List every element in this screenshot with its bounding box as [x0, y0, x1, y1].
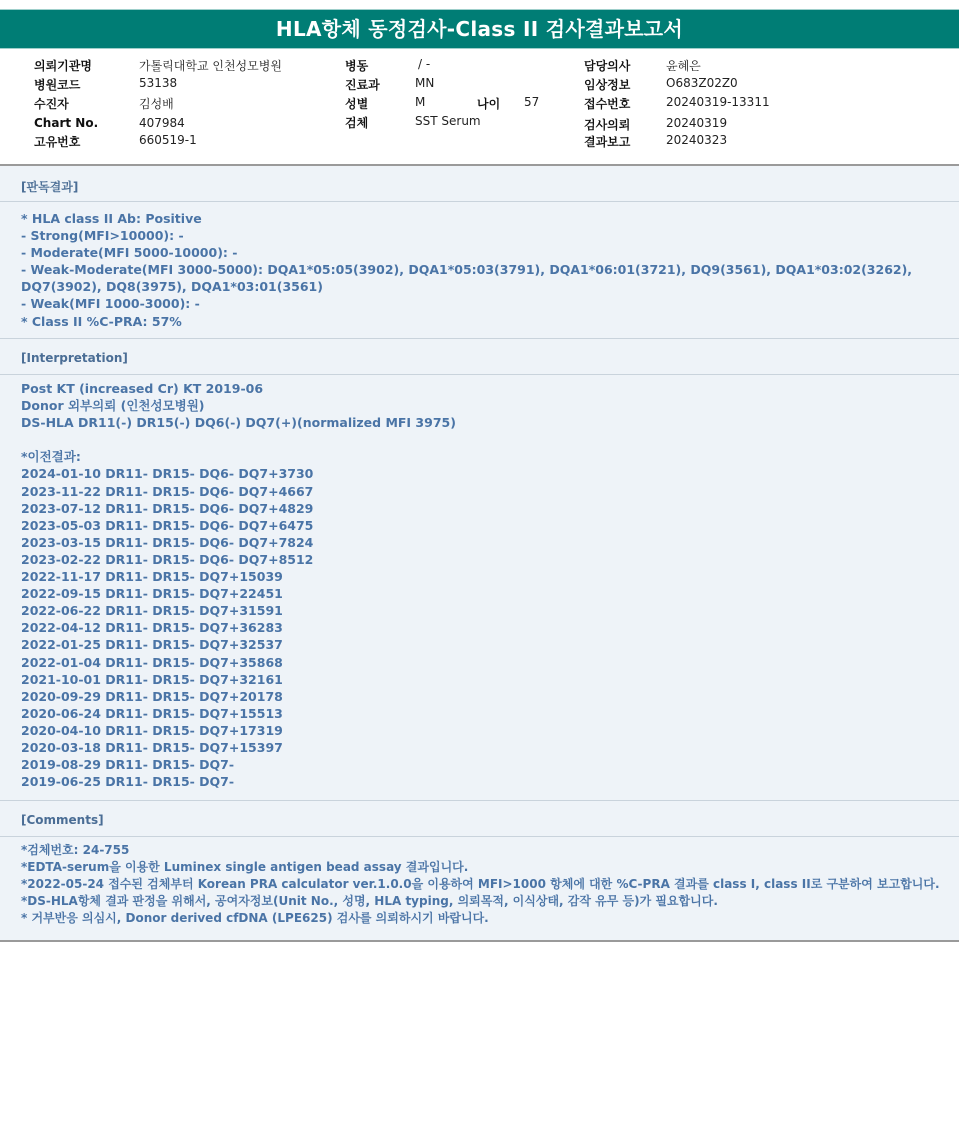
history-line: 2023-03-15 DR11- DR15- DQ6- DQ7+7824 [21, 534, 314, 550]
chart-no-value: 407984 [139, 116, 185, 130]
ward-value: / - [418, 57, 431, 71]
history-line: 2020-03-18 DR11- DR15- DQ7+15397 [21, 739, 283, 755]
result-line: - Strong(MFI>10000): - [21, 228, 184, 244]
patient-name-value: 김성배 [139, 97, 174, 111]
comment-line: *EDTA-serum을 이용한 Luminex single antigen bead assay 결과입니다. [21, 860, 469, 875]
interpretation-section-title: [Interpretation] [21, 351, 128, 365]
history-line: 2022-04-12 DR11- DR15- DQ7+36283 [21, 620, 283, 636]
history-line: 2022-01-25 DR11- DR15- DQ7+32537 [21, 637, 283, 653]
comments-section-body [21, 842, 953, 927]
interpretation-line: Donor 외부의뢰 (인천성모병원) [21, 398, 205, 414]
clinical-info-value: O683Z02Z0 [666, 76, 738, 90]
specimen-label: 검체 [345, 116, 369, 130]
unique-id-label: 고유번호 [34, 135, 81, 149]
history-line: 2022-01-04 DR11- DR15- DQ7+35868 [21, 654, 283, 670]
report-date-label: 결과보고 [584, 135, 631, 149]
hospital-code-value: 53138 [139, 76, 178, 90]
comments-section-title: [Comments] [21, 813, 104, 827]
result-line: - Weak-Moderate(MFI 3000-5000): DQA1*05:05(3902), DQA1*05:03(3791), DQA1*06:01(3721), DQ9(3561), DQA1*03:02(3262), DQ7(3902), DQ8(3975), DQA1*03:01(3561) [21, 262, 913, 295]
history-line: 2022-09-15 DR11- DR15- DQ7+22451 [21, 586, 283, 602]
history-line: 2023-05-03 DR11- DR15- DQ6- DQ7+6475 [21, 517, 314, 533]
history-line: 2024-01-10 DR11- DR15- DQ6- DQ7+3730 [21, 466, 314, 482]
result-line: * Class II %C-PRA: 57% [21, 313, 182, 329]
receipt-no-label: 접수번호 [584, 97, 631, 111]
interpretation-line: Post KT (increased Cr) KT 2019-06 [21, 381, 264, 396]
sex-label: 성별 [345, 97, 369, 111]
result-line: * HLA class II Ab: Positive [21, 211, 202, 226]
comment-line: * 거부반응 의심시, Donor derived cfDNA (LPE625) 검사를 의뢰하시기 바랍니다. [21, 911, 489, 926]
ward-label: 병동 [345, 59, 369, 73]
history-line: 2022-11-17 DR11- DR15- DQ7+15039 [21, 569, 283, 585]
request-date-value: 20240319 [666, 116, 728, 130]
institution-value: 가톨릭대학교 인천성모병원 [139, 59, 282, 73]
doctor-value: 윤혜은 [666, 59, 701, 73]
comment-line: *검체번호: 24-755 [21, 843, 130, 857]
age-label: 나이 [477, 97, 501, 111]
institution-label: 의뢰기관명 [34, 59, 92, 73]
report-date-value: 20240323 [666, 133, 728, 147]
result-line: - Moderate(MFI 5000-10000): - [21, 245, 238, 261]
divider-bottom [0, 940, 959, 942]
interpretation-line: *이전결과: [21, 449, 81, 465]
hospital-code-label: 병원코드 [34, 78, 81, 92]
age-value: 57 [524, 95, 540, 109]
doctor-label: 담당의사 [584, 59, 631, 73]
history-line: 2020-04-10 DR11- DR15- DQ7+17319 [21, 722, 283, 738]
department-value: MN [415, 76, 435, 90]
history-line: 2023-02-22 DR11- DR15- DQ6- DQ7+8512 [21, 551, 314, 567]
comments-section-header [0, 800, 959, 837]
result-section-title: [판독결과] [21, 180, 79, 194]
history-line: 2020-09-29 DR11- DR15- DQ7+20178 [21, 688, 283, 704]
history-line: 2022-06-22 DR11- DR15- DQ7+31591 [21, 603, 283, 619]
specimen-value: SST Serum [415, 114, 481, 128]
receipt-no-value: 20240319-13311 [666, 95, 770, 109]
history-line: 2019-08-29 DR11- DR15- DQ7- [21, 757, 235, 773]
report-body [0, 166, 959, 940]
history-line: 2023-07-12 DR11- DR15- DQ6- DQ7+4829 [21, 500, 314, 516]
patient-name-label: 수진자 [34, 97, 69, 111]
comment-line: *2022-05-24 접수된 검체부터 Korean PRA calculator ver.1.0.0을 이용하여 MFI>1000 항체에 대한 %C-PRA 결과를 class I, class II로 구분하여 보고합니다. [21, 877, 940, 892]
comment-line: *DS-HLA항체 결과 판정을 위해서, 공여자정보(Unit No., 성명, HLA typing, 의뢰목적, 이식상태, 감작 유무 등)가 필요합니다. [21, 894, 718, 909]
history-line: 2021-10-01 DR11- DR15- DQ7+32161 [21, 671, 283, 687]
interpretation-section-header [0, 338, 959, 375]
result-section-header [0, 166, 959, 202]
history-line: 2019-06-25 DR11- DR15- DQ7- [21, 774, 235, 790]
interpretation-line: DS-HLA DR11(-) DR15(-) DQ6(-) DQ7(+)(normalized MFI 3975) [21, 415, 456, 431]
interpretation-section-body [21, 380, 953, 790]
request-date-label: 검사의뢰 [584, 118, 631, 132]
history-line: 2023-11-22 DR11- DR15- DQ6- DQ7+4667 [21, 483, 314, 499]
sex-value: M [415, 95, 426, 109]
patient-info [0, 48, 959, 164]
department-label: 진료과 [345, 78, 380, 92]
result-line: - Weak(MFI 1000-3000): - [21, 296, 200, 312]
clinical-info-label: 임상정보 [584, 78, 631, 92]
chart-no-label: Chart No. [34, 116, 99, 130]
blank-line [21, 431, 953, 448]
report-title: HLA항체 동정검사-Class II 검사결과보고서 [0, 9, 959, 49]
result-section-body [21, 210, 953, 330]
unique-id-value: 660519-1 [139, 133, 197, 147]
history-line: 2020-06-24 DR11- DR15- DQ7+15513 [21, 705, 283, 721]
